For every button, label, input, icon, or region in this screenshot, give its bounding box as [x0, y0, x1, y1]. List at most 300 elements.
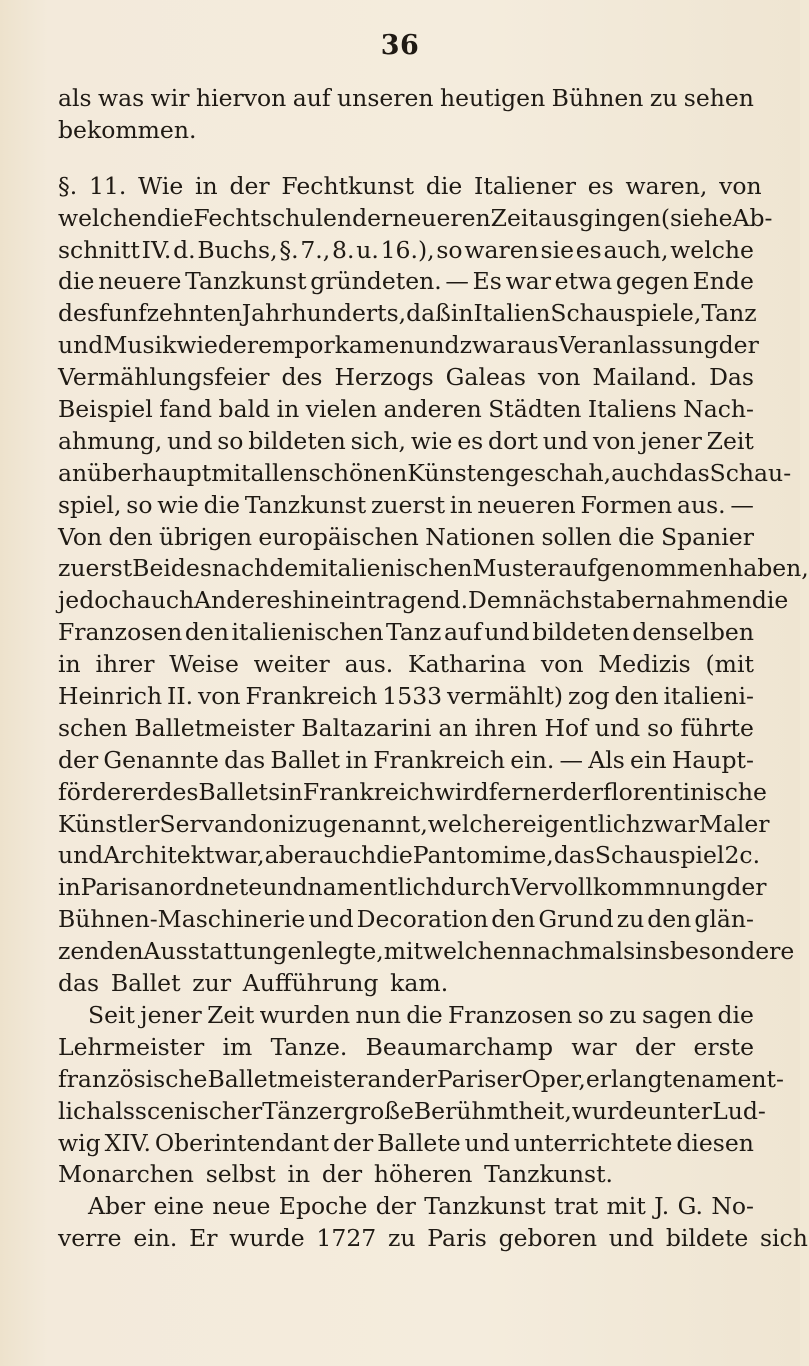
- word: die: [618, 522, 655, 551]
- word: Decoration: [356, 905, 489, 934]
- word: wurden: [259, 1000, 351, 1029]
- word: zuerst: [370, 490, 446, 519]
- word: der: [352, 203, 393, 232]
- text-line: [58, 872, 767, 904]
- word: mit: [211, 458, 251, 487]
- word: den: [647, 905, 692, 934]
- text-line: [58, 458, 792, 490]
- word: von: [198, 682, 241, 711]
- text-line: [58, 235, 754, 267]
- word: den: [491, 905, 536, 934]
- word: spiel,: [58, 490, 122, 519]
- word: Tanzkunst: [185, 267, 307, 296]
- word: G.: [677, 1192, 703, 1221]
- word: bildeten: [248, 426, 346, 455]
- word: jener: [640, 426, 702, 455]
- paragraph-gap: [58, 147, 754, 171]
- word: Ab-: [732, 203, 773, 232]
- word: (siehe: [660, 203, 733, 232]
- word: der: [562, 777, 603, 806]
- text-line: [58, 298, 757, 330]
- word: nahmen: [656, 586, 752, 615]
- text-line: [58, 904, 754, 936]
- word: der: [718, 331, 759, 360]
- word: legte,: [316, 937, 384, 966]
- word: Bühnen-Maschinerie: [58, 905, 306, 934]
- word: diesen: [676, 1128, 754, 1157]
- word: Ballets: [198, 777, 281, 806]
- word: unter: [647, 1096, 713, 1125]
- word: die: [425, 171, 463, 200]
- word: wird: [434, 777, 489, 806]
- text-line: [58, 617, 754, 649]
- word: wir: [150, 84, 190, 112]
- word: Genannte: [103, 745, 219, 774]
- word: auch: [136, 586, 195, 615]
- word: die: [751, 586, 789, 615]
- word: nament-: [686, 1064, 784, 1093]
- word: mit: [383, 937, 423, 966]
- word: Jahrhunderts,: [241, 299, 407, 328]
- word: zu: [387, 1224, 416, 1253]
- word: Medizis: [598, 650, 691, 679]
- word: zur: [192, 969, 232, 998]
- word: wurde: [571, 1096, 648, 1125]
- word: Epoche: [278, 1192, 368, 1221]
- word: Städten: [488, 395, 582, 424]
- word: Muster: [472, 554, 559, 583]
- word: fand: [159, 395, 213, 424]
- text-line: [58, 522, 754, 554]
- word: die: [156, 203, 194, 232]
- word: von: [540, 650, 584, 679]
- word: Vermählungsfeier: [58, 363, 270, 392]
- word: aus: [517, 331, 559, 360]
- word: war: [505, 267, 551, 296]
- word: europäischen: [258, 522, 419, 551]
- text-line: [58, 681, 754, 713]
- word: und: [608, 1224, 655, 1253]
- word: scenischer: [134, 1096, 263, 1125]
- word: Lud-: [712, 1096, 766, 1125]
- word: Galeas: [445, 363, 526, 392]
- word: und: [167, 426, 213, 455]
- word: selbst: [205, 1160, 276, 1189]
- text-line: [58, 115, 754, 147]
- word: so: [126, 490, 153, 519]
- word: sich,: [350, 426, 406, 455]
- word: Bühnen: [551, 84, 644, 112]
- word: Er: [189, 1224, 218, 1253]
- word: Ende: [692, 267, 754, 296]
- word: aber: [264, 841, 319, 870]
- word: Baltazarini: [301, 713, 432, 742]
- word: den: [184, 618, 229, 647]
- word: der: [58, 745, 99, 774]
- word: 8.: [332, 235, 355, 264]
- word: wig: [58, 1128, 101, 1157]
- word: welche: [670, 235, 754, 264]
- word: Maler: [698, 809, 770, 838]
- word: sagen: [642, 1000, 713, 1029]
- word: das: [58, 969, 100, 998]
- word: Balletmeister: [207, 1064, 368, 1093]
- word: italienischen: [231, 618, 384, 647]
- word: Hof: [544, 713, 588, 742]
- text-line: [58, 1000, 754, 1032]
- word: an: [367, 1064, 397, 1093]
- text-line: [58, 330, 759, 362]
- word: neueren: [392, 203, 491, 232]
- word: 11.: [88, 171, 127, 200]
- word: Katharina: [408, 650, 527, 679]
- word: 1533: [382, 682, 443, 711]
- word: 7.,: [300, 235, 331, 264]
- word: gegen: [615, 267, 689, 296]
- word: weiter: [253, 650, 330, 679]
- word: vermählt): [447, 682, 564, 711]
- word: als: [101, 1096, 135, 1125]
- word: bekommen.: [58, 115, 197, 144]
- word: von: [537, 363, 581, 392]
- word: und: [594, 713, 641, 742]
- word: zuerst: [58, 554, 133, 583]
- word: es: [587, 171, 614, 200]
- word: Beaumarchamp: [365, 1032, 554, 1061]
- word: insbesondere: [635, 937, 795, 966]
- word: von: [719, 171, 762, 200]
- word: wieder: [176, 331, 259, 360]
- word: neueren: [477, 490, 576, 519]
- word: Es: [472, 267, 502, 296]
- word: Tanz: [701, 299, 757, 328]
- word: Italiener: [474, 171, 576, 200]
- word: Monarchen: [58, 1160, 194, 1189]
- word: Frankreich: [245, 682, 378, 711]
- text-line: [58, 1159, 754, 1191]
- word: unseren: [337, 84, 434, 112]
- word: höheren: [373, 1160, 473, 1189]
- word: Tänzer: [262, 1096, 344, 1125]
- word: der: [634, 1032, 676, 1061]
- word: erste: [693, 1032, 754, 1061]
- word: Demnächst: [468, 586, 603, 615]
- word: eigentlich: [522, 809, 642, 838]
- text-line: [58, 203, 773, 235]
- word: allen: [250, 458, 309, 487]
- word: Franzosen: [447, 1000, 573, 1029]
- word: dort: [488, 426, 538, 455]
- word: Tanz: [386, 618, 442, 647]
- word: war: [571, 1032, 617, 1061]
- word: anderen: [383, 395, 482, 424]
- word: das: [553, 841, 595, 870]
- word: Musik: [103, 331, 177, 360]
- word: die: [406, 1000, 443, 1029]
- word: zog: [567, 682, 610, 711]
- word: Künstler: [58, 809, 160, 838]
- word: nachmals: [521, 937, 636, 966]
- word: Frankreich: [302, 777, 435, 806]
- word: bildeten: [532, 618, 630, 647]
- text-line: [58, 713, 754, 745]
- word: 1727: [316, 1224, 377, 1253]
- text-line: [58, 394, 754, 426]
- word: welchen: [423, 937, 522, 966]
- word: Beispiel: [58, 395, 153, 424]
- word: d.: [173, 235, 196, 264]
- word: Das: [709, 363, 754, 392]
- word: als: [58, 84, 92, 112]
- word: an: [58, 458, 88, 487]
- word: anordnete: [140, 873, 263, 902]
- word: Tanzkunst.: [484, 1160, 614, 1189]
- word: große: [343, 1096, 414, 1125]
- word: denselben: [632, 618, 754, 647]
- word: ein.: [510, 745, 555, 774]
- text-line: [58, 1064, 784, 1096]
- word: führte: [680, 713, 754, 742]
- word: im: [222, 1032, 253, 1061]
- word: neue: [212, 1192, 271, 1221]
- word: der: [726, 873, 767, 902]
- word: die: [376, 841, 413, 870]
- word: wie: [157, 490, 199, 519]
- word: trat: [554, 1192, 599, 1221]
- word: die: [717, 1000, 754, 1029]
- word: aufgenommen: [558, 554, 729, 583]
- text-line: [58, 490, 754, 522]
- word: ihren: [474, 713, 538, 742]
- text-line: [58, 171, 762, 203]
- word: französische: [58, 1064, 208, 1093]
- word: des: [281, 363, 323, 392]
- word: Formen: [580, 490, 673, 519]
- word: sehen: [683, 84, 754, 112]
- word: den: [614, 682, 659, 711]
- word: welchen: [58, 203, 157, 232]
- word: Balletmeister: [134, 713, 295, 742]
- word: Ausstattungen: [143, 937, 317, 966]
- word: funfzehnten: [99, 299, 242, 328]
- word: Zeit: [490, 203, 538, 232]
- word: ausgingen: [537, 203, 661, 232]
- word: Tanzkunst: [424, 1192, 546, 1221]
- word: was: [98, 84, 145, 112]
- word: No-: [711, 1192, 754, 1221]
- word: ein: [630, 745, 667, 774]
- word: Schauspiel: [594, 841, 725, 870]
- word: durch: [440, 873, 511, 902]
- page-number: 36: [380, 30, 420, 61]
- text-line: [58, 649, 754, 681]
- word: auch,: [603, 235, 669, 264]
- word: etwa: [554, 267, 613, 296]
- word: in: [345, 745, 368, 774]
- word: hiervon: [195, 84, 287, 112]
- word: Buchs,: [197, 235, 278, 264]
- text-line: [58, 1128, 754, 1160]
- word: glän-: [694, 905, 754, 934]
- word: ferner: [488, 777, 563, 806]
- word: in: [287, 1160, 311, 1189]
- word: Tanzkunst: [244, 490, 367, 519]
- word: gründeten.: [310, 267, 442, 296]
- text-line: [58, 362, 754, 394]
- word: jedoch: [58, 586, 137, 615]
- word: Architekt: [103, 841, 215, 870]
- word: war,: [214, 841, 265, 870]
- word: ihrer: [95, 650, 155, 679]
- word: übrigen: [158, 522, 252, 551]
- word: von: [592, 426, 636, 455]
- word: Aber: [88, 1192, 146, 1221]
- word: Heinrich: [58, 682, 163, 711]
- word: dem: [269, 554, 321, 583]
- word: Zeit: [207, 1000, 255, 1029]
- word: Fechtkunst: [281, 171, 415, 200]
- word: an: [438, 713, 468, 742]
- word: Wie: [138, 171, 184, 200]
- word: italieni-: [663, 682, 754, 711]
- word: §.: [58, 171, 78, 200]
- word: Paris: [427, 1224, 487, 1253]
- word: zu: [649, 84, 678, 112]
- word: geschah,: [505, 458, 612, 487]
- word: Lehrmeister: [58, 1032, 205, 1061]
- word: so: [577, 1000, 604, 1029]
- word: Nach-: [683, 395, 754, 424]
- text-line: [58, 1032, 754, 1064]
- word: II.: [167, 682, 194, 711]
- word: zu: [616, 905, 645, 934]
- word: —: [445, 267, 469, 296]
- word: bald: [218, 395, 271, 424]
- word: Haupt-: [671, 745, 754, 774]
- word: waren,: [625, 171, 708, 200]
- word: schnitt: [58, 235, 140, 264]
- word: —: [559, 745, 584, 774]
- word: so: [647, 713, 674, 742]
- word: nach: [211, 554, 270, 583]
- word: XIV.: [104, 1128, 151, 1157]
- text-line: [58, 553, 809, 585]
- word: Italien: [473, 299, 551, 328]
- text-line: [58, 83, 754, 115]
- word: Ballet: [110, 969, 181, 998]
- word: zugenannt,: [295, 809, 428, 838]
- text-line: [58, 1096, 766, 1128]
- word: mit: [606, 1192, 646, 1221]
- word: Servandoni: [159, 809, 295, 838]
- word: in: [58, 873, 81, 902]
- word: jener: [140, 1000, 202, 1029]
- word: geboren: [498, 1224, 598, 1253]
- word: Weise: [169, 650, 239, 679]
- word: Von: [58, 522, 103, 551]
- word: §.: [279, 235, 299, 264]
- word: Vervollkommnung: [510, 873, 727, 902]
- word: verre: [58, 1224, 122, 1253]
- word: waren: [464, 235, 539, 264]
- word: in: [449, 490, 473, 519]
- word: Fechtschulen: [193, 203, 353, 232]
- word: auch: [611, 458, 669, 487]
- word: und: [414, 331, 460, 360]
- word: Tanze.: [270, 1032, 348, 1061]
- word: und: [542, 426, 589, 455]
- word: eine: [153, 1192, 204, 1221]
- word: Zeit: [706, 426, 754, 455]
- word: Oper,: [521, 1064, 586, 1093]
- word: neuere: [98, 267, 182, 296]
- word: haben,: [728, 554, 809, 583]
- word: 2c.: [724, 841, 761, 870]
- word: —: [730, 490, 754, 519]
- word: die: [58, 267, 95, 296]
- word: auch: [318, 841, 377, 870]
- word: 16.),: [380, 235, 435, 264]
- word: sich: [759, 1224, 808, 1253]
- word: in: [280, 777, 303, 806]
- word: der: [229, 171, 270, 200]
- word: es: [575, 235, 602, 264]
- word: Anderes: [194, 586, 293, 615]
- text-line: [58, 266, 754, 298]
- word: und: [58, 841, 104, 870]
- word: Mailand.: [592, 363, 698, 392]
- word: u.: [356, 235, 379, 264]
- text-line: [58, 1191, 754, 1223]
- word: Grund: [538, 905, 614, 934]
- word: heutigen: [440, 84, 546, 112]
- text-line: [58, 936, 795, 968]
- word: Nationen: [425, 522, 536, 551]
- word: Italiens: [587, 395, 677, 424]
- word: Pariser: [436, 1064, 522, 1093]
- word: schönen: [308, 458, 408, 487]
- text-line: [58, 968, 754, 1000]
- word: florentinische: [602, 777, 767, 806]
- word: in: [195, 171, 218, 200]
- word: auf: [443, 618, 482, 647]
- word: in: [58, 650, 81, 679]
- word: aus.: [676, 490, 726, 519]
- word: erlangte: [585, 1064, 687, 1093]
- word: IV.: [141, 235, 172, 264]
- word: des: [58, 299, 100, 328]
- word: zwar: [459, 331, 518, 360]
- word: Seit: [88, 1000, 135, 1029]
- word: Veranlassung: [558, 331, 719, 360]
- word: die: [203, 490, 241, 519]
- word: zwar: [641, 809, 699, 838]
- word: förderer: [58, 777, 158, 806]
- word: nun: [355, 1000, 401, 1029]
- word: und: [262, 873, 308, 902]
- word: sie: [540, 235, 574, 264]
- word: Herzogs: [334, 363, 434, 392]
- word: Aufführung: [242, 969, 379, 998]
- word: so: [436, 235, 463, 264]
- word: das: [668, 458, 710, 487]
- word: Paris: [80, 873, 141, 902]
- word: italienischen: [320, 554, 473, 583]
- word: der: [375, 1192, 416, 1221]
- word: wurde: [229, 1224, 305, 1253]
- word: emporkamen: [258, 331, 415, 360]
- word: das: [224, 745, 266, 774]
